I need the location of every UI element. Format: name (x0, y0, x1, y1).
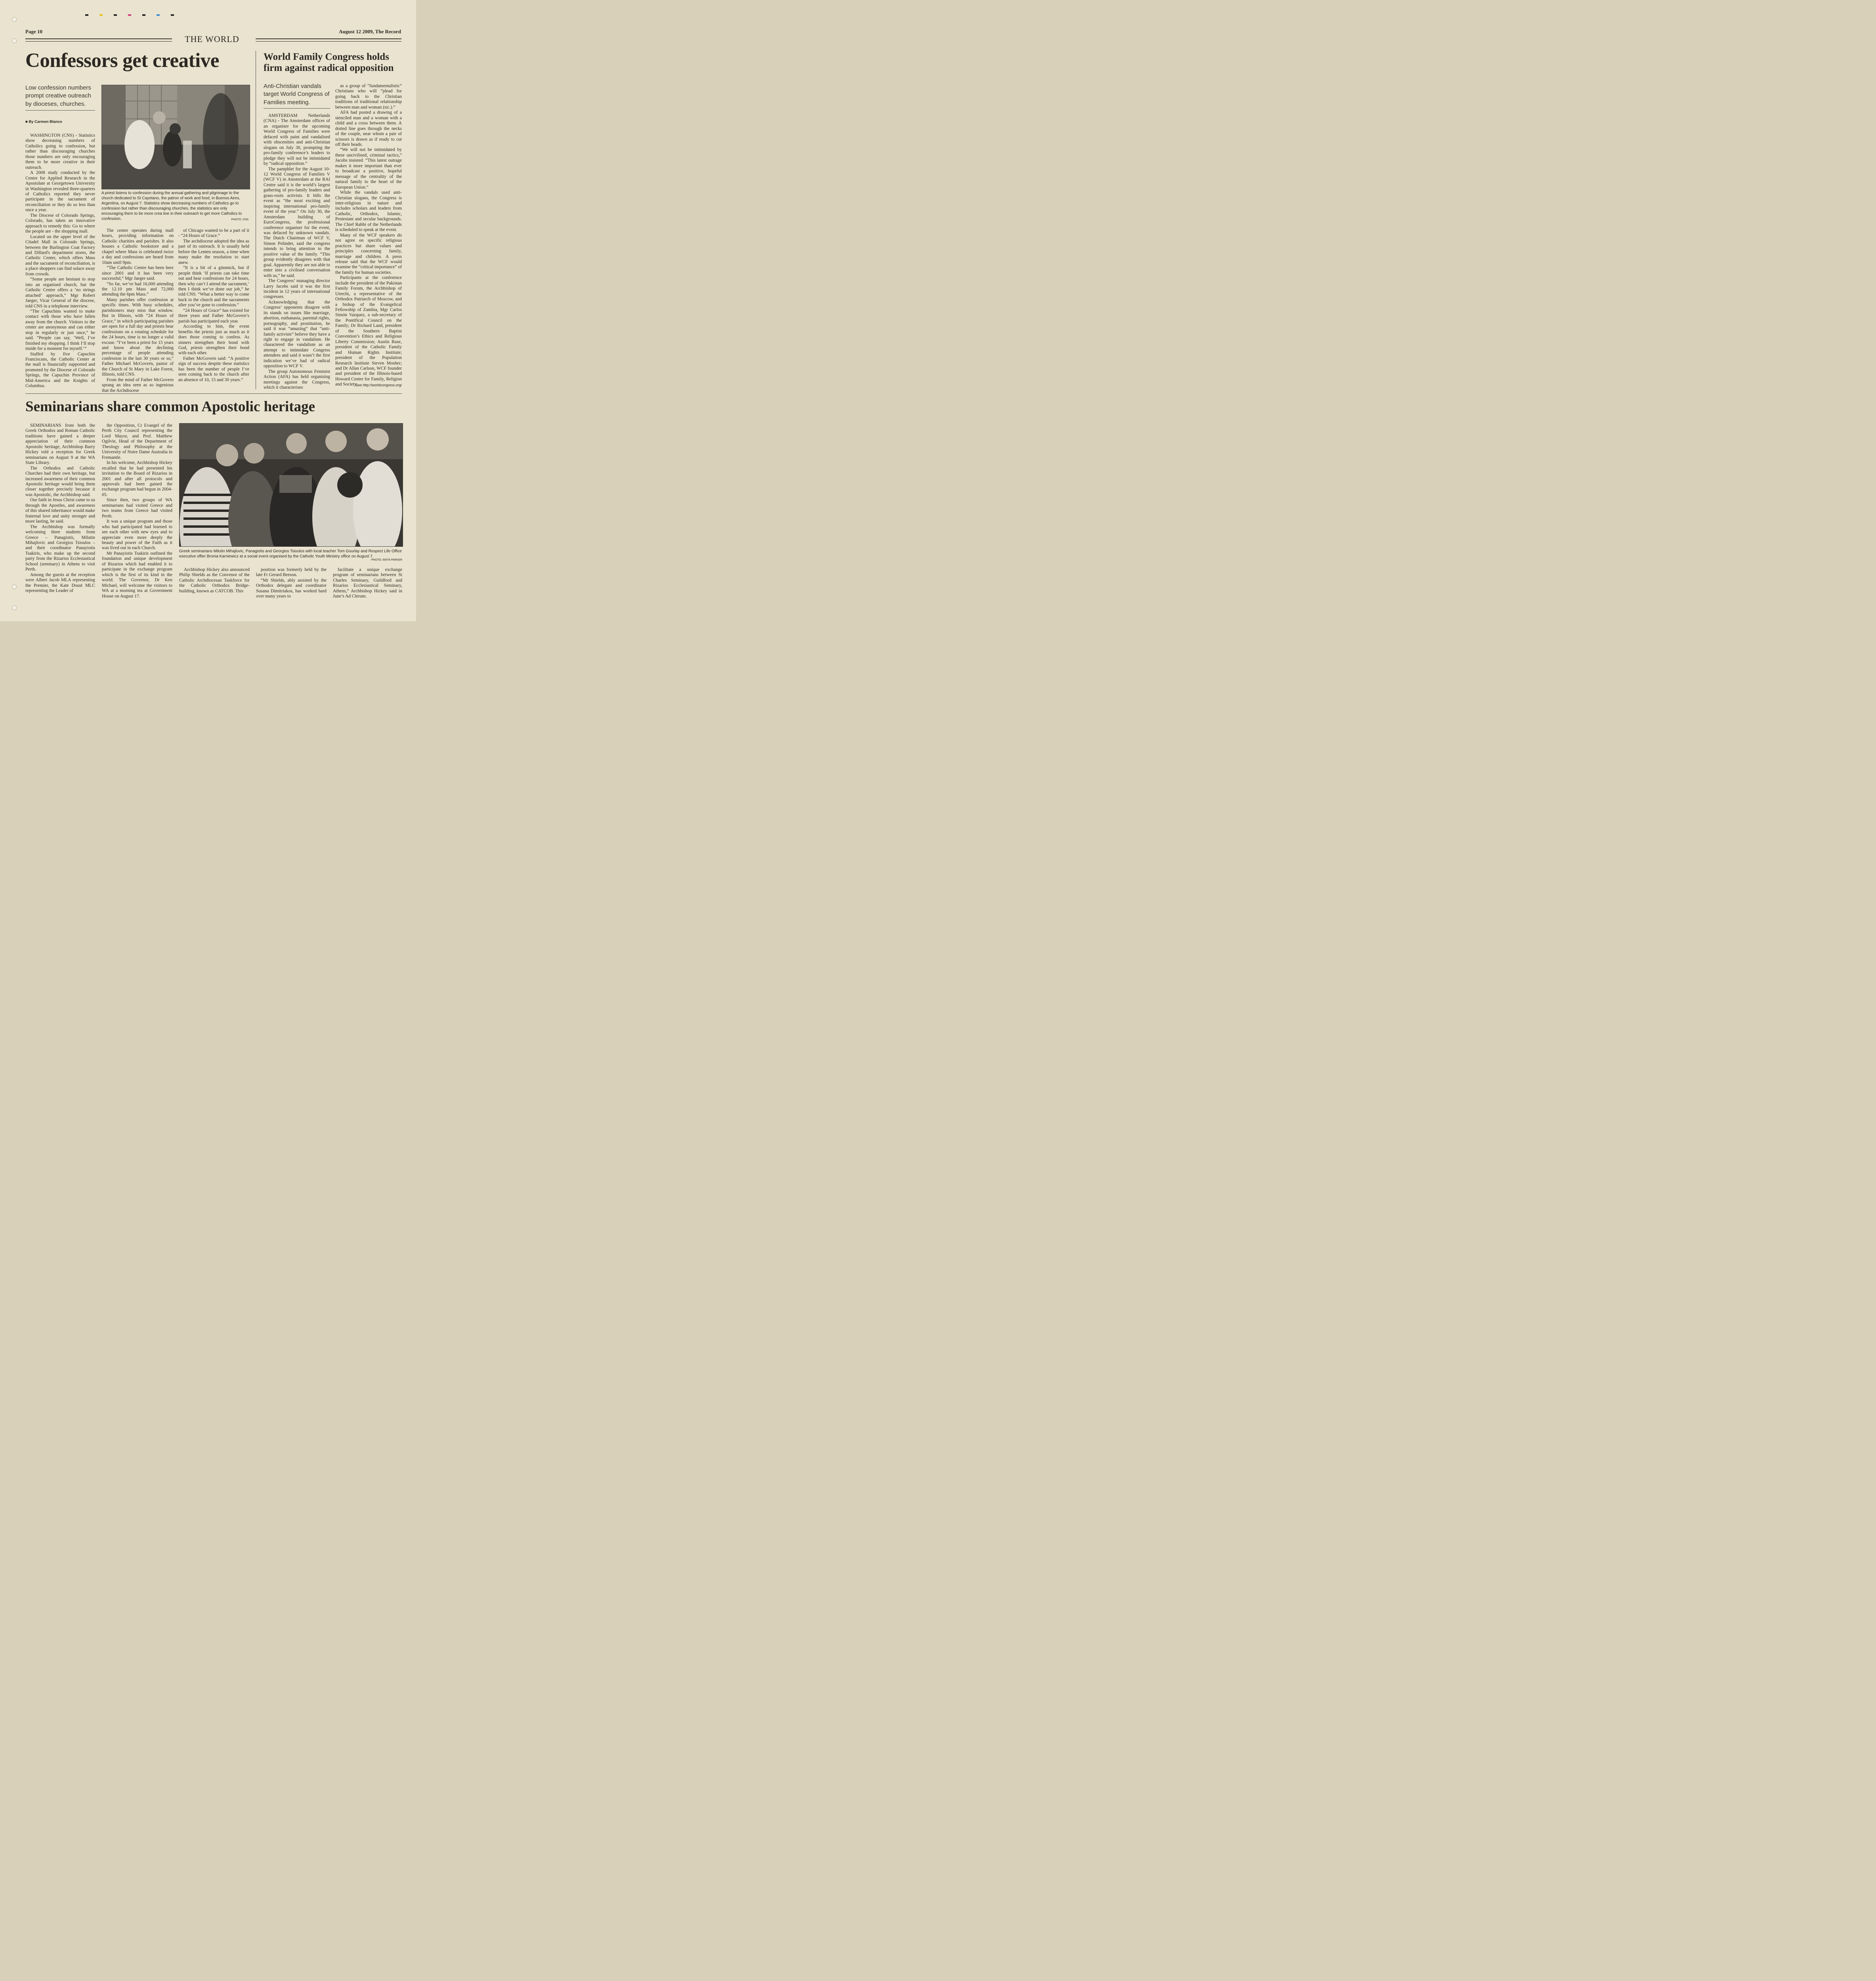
article-column (179, 567, 250, 594)
paragraph: “Mr Shields, ably assisted by the Orthodox delegate and coordinator Susana Dimitriakos, has worked hard over many years to (256, 578, 327, 599)
paragraph: The pamphlet for the August 10-12 World Congress of Families V (WCF V) in Amsterdam at the RAI Centre said it is the world’s largest gathering of pro-family leaders and grass-roots activists. It bills the event as “the most exciting and inspiring international pro-family event of the year.” On July 30, the Amsterdam building of EuroCongress, the professional conference organiser for the event, was defaced by unknown vandals. The Dutch Chairman of WCF V, Simon Polinder, said the congress intends to bring attention to the positive value of the family. “This group evidently disagrees with that goal. Apparently they are not able to enter into a civilised conversation with us,” he said. (264, 166, 330, 278)
paragraph: AFA had posted a drawing of a stenciled man and a woman with a child and a cross between them. A dotted line goes through the necks of the couple, near whom a pair of scissors is drawn as if ready to cut off their heads. (335, 110, 402, 147)
paragraph: The Congress’ managing director Larry Jacobs said it was the first incident in 12 years of international congresses. (264, 279, 330, 300)
article-column (102, 423, 172, 599)
article-deck: Low confession numbers prompt creative outreach by dioceses, churches. (25, 84, 91, 107)
paragraph: The archdiocese adopted the idea as part of its outreach. It is usually held before the Lenten season, a time when many make the resolution to start anew. (178, 239, 249, 265)
paragraph: Father McGovern said: “A positive sign of success despite these statistics has been the number of people I’ve seen coming back to the church after an absence of 10, 15 and 30 years.” (178, 356, 249, 382)
article-headline: Seminarians share common Apostolic heritage (25, 399, 315, 415)
paragraph: Archbishop Hickey also announced Philip Shields as the Convenor of the Catholic Archdiocesan Taskforce for the Catholic Orthodox Bridge-building, known as CATCOB. This (179, 567, 250, 594)
binding-hole (12, 605, 17, 610)
paragraph: A 2008 study conducted by the Centre for Applied Research in the Apostolate at Georgetown University in Washington revealed three-quarters of Catholics reported they never participate in the sacrament of reconciliation or they do so less than once a year. (25, 170, 95, 213)
paragraph: In his welcome, Archbishop Hickey recalled that he had presented his invitation to the Board of Rizarios in 2001 and after all protocols and approvals had been gained the exchange program had begun in 2004-05. (102, 460, 172, 497)
paragraph: “24 Hours of Grace” has existed for three years and Father McGovern’s parish has participated each year. (178, 308, 249, 324)
paragraph: as a group of “fundamentalistic” Christians who will “plead for going back to the Christian traditions of traditional relationship between man and woman (sic.).” (335, 84, 402, 110)
paragraph: position was formerly held by the late Fr Gerard Beeson. (256, 567, 327, 578)
article-column (333, 567, 402, 599)
article-column (256, 567, 327, 599)
paragraph: the Opposition, Cr Evangel of the Perth City Council representing the Lord Mayor, and Prof. Matthew Ogilvie, Head of the Department of Theology and Philosophy at the University of Notre Dame Australia in Fremantle. (102, 423, 172, 460)
registration-marks (85, 14, 176, 18)
paragraph: Staffed by five Capuchin Franciscans, the Catholic Center at the mall is financially supported and promoted by the Diocese of Colorado Springs, the Capuchin Province of Mid-America and the Knights of Columbus. (25, 351, 95, 389)
paragraph: Our faith in Jesus Christ came to us through the Apostles, and awareness of this shared inheritance would make fraternal love and unity stronger and more lasting, he said. (25, 498, 95, 524)
header-rule-right (256, 38, 401, 42)
section-title: THE WORLD (185, 34, 239, 44)
binding-hole (12, 17, 17, 22)
article-column (25, 133, 95, 389)
article-column (25, 423, 95, 594)
paragraph: Mr Panayiotis Tsakiris outlined the foundation and unique development of Rizarios which had enabled it to participate in the exchange program which is the first of its kind in the world. The Governor, Dr Ken Michael, will welcome the visitors to WA at a morning tea at Government House on August 17. (102, 551, 172, 599)
paragraph: From the mind of Father McGovern sprang an idea seen as so ingenious that the Archdiocese (102, 377, 174, 393)
paragraph: WASHINGTON (CNS) - Statistics show decreasing numbers of Catholics going to confession, but rather than discouraging churches those numbers are only encouraging them to be more creative in their outreach. (25, 133, 95, 170)
paragraph: The Diocese of Colorado Springs, Colorado, has taken an innovative approach to remedy this: Go to where the people are - the shopping mall. (25, 213, 95, 234)
deck-rule (25, 110, 95, 111)
header-rule-left (25, 38, 172, 42)
article-headline: World Family Congress holds firm against radical opposition (264, 52, 394, 73)
confession-photo (101, 85, 250, 189)
binding-hole (12, 38, 17, 43)
paragraph: AMSTERDAM Netherlands (CNA) - The Amsterdam offices of an organiser for the upcoming World Congress of Families were defaced with paint and vandalised with obscenities and anti-Christian slogans on July 30, prompting the pro-family conference’s leaders to pledge they will not be intimidated by “radical opposition.” (264, 113, 330, 166)
paragraph: It was a unique program and those who had participated had learned to see each other with new eyes and to appreciate even more deeply the beauty and power of the Faith as it was lived out in each Church. (102, 519, 172, 551)
newspaper-page (0, 0, 416, 621)
paragraph: “Some people are hesitant to stop into an organised church, but the Catholic Centre offers a ‘no strings attached’ approach,” Mgr Robert Jaeger, Vicar General of the diocese, told CNS in a telephone interview. (25, 277, 95, 309)
article-deck: Anti-Christian vandals target World Congress of Families meeting. (264, 83, 330, 106)
seminarians-photo (179, 423, 403, 547)
seminarians-photo-image (180, 424, 403, 546)
paragraph: “The Capuchins wanted to make contact with those who have fallen away from the church. Visitors to the center are anonymous and can either stop in regularly or just once,” he said. “People can say, ‘Well, I’ve finished my shopping. I think I’ll stop inside for a moment for myself.’” (25, 309, 95, 351)
confession-photo-image (102, 85, 250, 189)
page-number: Page 10 (25, 29, 42, 34)
paragraph: According to him, the event benefits the priests just as much as it does those coming to confess. As sinners strengthen their bond with God, priests strengthen their bond with each other. (178, 324, 249, 356)
photo-caption: A priest listens to confession during the annual gathering and pilgrimage to the church dedicated to St Cayetano, the patron of work and food, in Buenos Aires, Argentina, on August 7. Statistics show decreasing numbers of Catholics go to confession but rather than discouraging churches, the statistics are only encouraging them to be more crea tive in their outreach to get more Catholics to confession. (101, 191, 242, 221)
paragraph: The group Autonomous Feminist Action (AFA) has held organising meetings against the Congress, which it characterises (264, 369, 330, 390)
article-column (102, 228, 174, 393)
article-headline: Confessors get creative (25, 50, 219, 72)
paragraph: Located on the upper level of the Citadel Mall in Colorado Springs, between the Burlington Coat Factory and Dillard's department stores, the Catholic Center, which offers Mass and the sacrament of reconciliation, is a place shoppers can find solace away from crowds. (25, 234, 95, 277)
photo-credit: PHOTO: CNS (231, 218, 248, 221)
deck-rule (264, 108, 330, 109)
paragraph: Participants at the conference include the president of the Pakistan Family Forum, the Archbishop of Utrecht, a representative of the Orthodox Patriarch of Moscow, and a bishop of the Evangelical Fellowship of Zambia, Mgr Carlos Simón Vazquez, a sub-secretary of the Pontifical Council on the Family; Dr Richard Land, president of the Southern Baptist Convention’s Ethics and Religious Liberty Commission; Austin Ruse, president of the Catholic Family and Human Rights Institute; president of the Population Research Institute Steven Mosher; and Dr Allan Carlson, WCF founder and president of the Illinois-based Howard Centre for Family, Religion and Society. (335, 275, 402, 387)
article-column (178, 228, 249, 383)
paragraph: The Orthodox and Catholic Churches had their own heritage, but increased awareness of their common Apostolic heritage would bring them closer together precisely because it was Apostolic, the Archbishop said. (25, 466, 95, 497)
paragraph: While the vandals used anti-Christian slogans, the Congress is inter-religious in nature and includes scholars and leaders from Catholic, Orthodox, Islamic, Protestant and secular backgrounds. The Chief Rabbi of the Netherlands is scheduled to speak at the event. (335, 190, 402, 233)
paragraph: SEMINARIANS from both the Greek Orthodox and Roman Catholic traditions have gained a deeper appreciation of their common Apostolic heritage, Archbishop Barry Hickey told a reception for Greek seminarians on August 9 at the WA State Library. (25, 423, 95, 466)
see-also-link[interactable]: - See http://worldcongress.org/ (353, 383, 402, 387)
paragraph: “So far, we’ve had 16,000 attending the 12.10 pm Mass and 72,000 attending the 6pm Mass.” (102, 281, 174, 297)
paragraph: Acknowledging that the Congress’ opponents disagree with its stands on issues like marriage, abortion, euthanasia, parental rights, pornography, and prostitution, he said it was “amazing” that “anti-family activists” believe they have a right to engage in vandalism. He charactered the vandalism as an attempt to intimidate Congress attendees and said it wasn’t the first indication we’ve had of radical opposition to WCF V. (264, 300, 330, 369)
paragraph: The centre operates during mall hours, providing information on Catholic charities and parishes. It also houses a Catholic bookstore and a chapel where Mass is celebrated twice a day and confessions are heard from 10am until 9pm. (102, 228, 174, 265)
photo-caption: Greek seminarians Milutin Mihajlovic, Panagiotis and Georgios Tsioulos with local teacher Tom Gourlay and Respect Life Office executive offier Bronia Karniewicz at a social event organised by the Catholic Youth Ministry office on August 7. (179, 549, 402, 559)
paragraph: The Archbishop was formally welcoming three students from Greece – Panagiotis, Milutin Mihajlovic and Georgios Tsioulos – and their coordinator Panayiotis Tsakiris, who make up the second party from the Rizarios Ecclesiastical School (seminary) in Athens to visit Perth. (25, 524, 95, 572)
article-column (335, 84, 402, 387)
byline: ■ By Carmen Blanco (25, 120, 62, 124)
paragraph: of Chicago wanted to be a part of it - “24 Hours of Grace.” (178, 228, 249, 239)
paragraph: Among the guests at the reception were Albert Jacob MLA representing the Premier, the Kate Doust MLC representing the Leader of (25, 572, 95, 594)
binding-hole (12, 584, 17, 589)
issue-date: August 12 2009, The Record (339, 29, 401, 34)
paragraph: Many parishes offer confession at specific times. With busy schedules, parishioners may miss that window. But in Illinois, with “24 Hours of Grace,” in which participating parishes are open for a full day and priests hear confessions on a rotating schedule for the 24 hours, time is no longer a valid excuse. “I’ve been a priest for 15 years and know about the declining percentage of people attending confession in the last 30 years or so,” Father Michael McGovern, pastor of the Church of St Mary in Lake Forest, Illinois, told CNS. (102, 297, 174, 377)
paragraph: Many of the WCF speakers do not agree on specific religious practices but share values and principles concerning family, marriage and children. A press release said that the WCF would examine the “critical importance” of the family for human societies. (335, 233, 402, 275)
paragraph: Since then, two groups of WA seminarians had visited Greece and two teams from Greece had visited Perth. (102, 498, 172, 519)
paragraph: “It is a bit of a gimmick, but if people think ‘If priests can take time out and hear confessions for 24 hours, then why can’t I attend the sacrament,’ then I think we’ve done our job,” he told CNS. “What a better way to come back to the church and the sacraments after you’ve gone to confession.” (178, 265, 249, 308)
paragraph: “The Catholic Centre has been here since 2001 and it has been very successful,” Mgr Jaeger said. (102, 265, 174, 281)
photo-credit: PHOTO: ANITA PARKER (371, 559, 402, 561)
section-divider (25, 393, 402, 394)
paragraph: “We will not be intimidated by these uncivilised, criminal tactics,” Jacobs insisted. “This latest outrage makes it more important than ever to broadcast a positive, hopeful message of the centrality of the natural family to the heart of the European Union.” (335, 147, 402, 190)
article-column (264, 113, 330, 391)
paragraph: facilitate a unique exchange program of seminarians between St Charles Seminary, Guildford and Rizarios Ecclesiastical Seminary, Athens,” Archbishop Hickey said in June’s Ad Clerum. (333, 567, 402, 599)
